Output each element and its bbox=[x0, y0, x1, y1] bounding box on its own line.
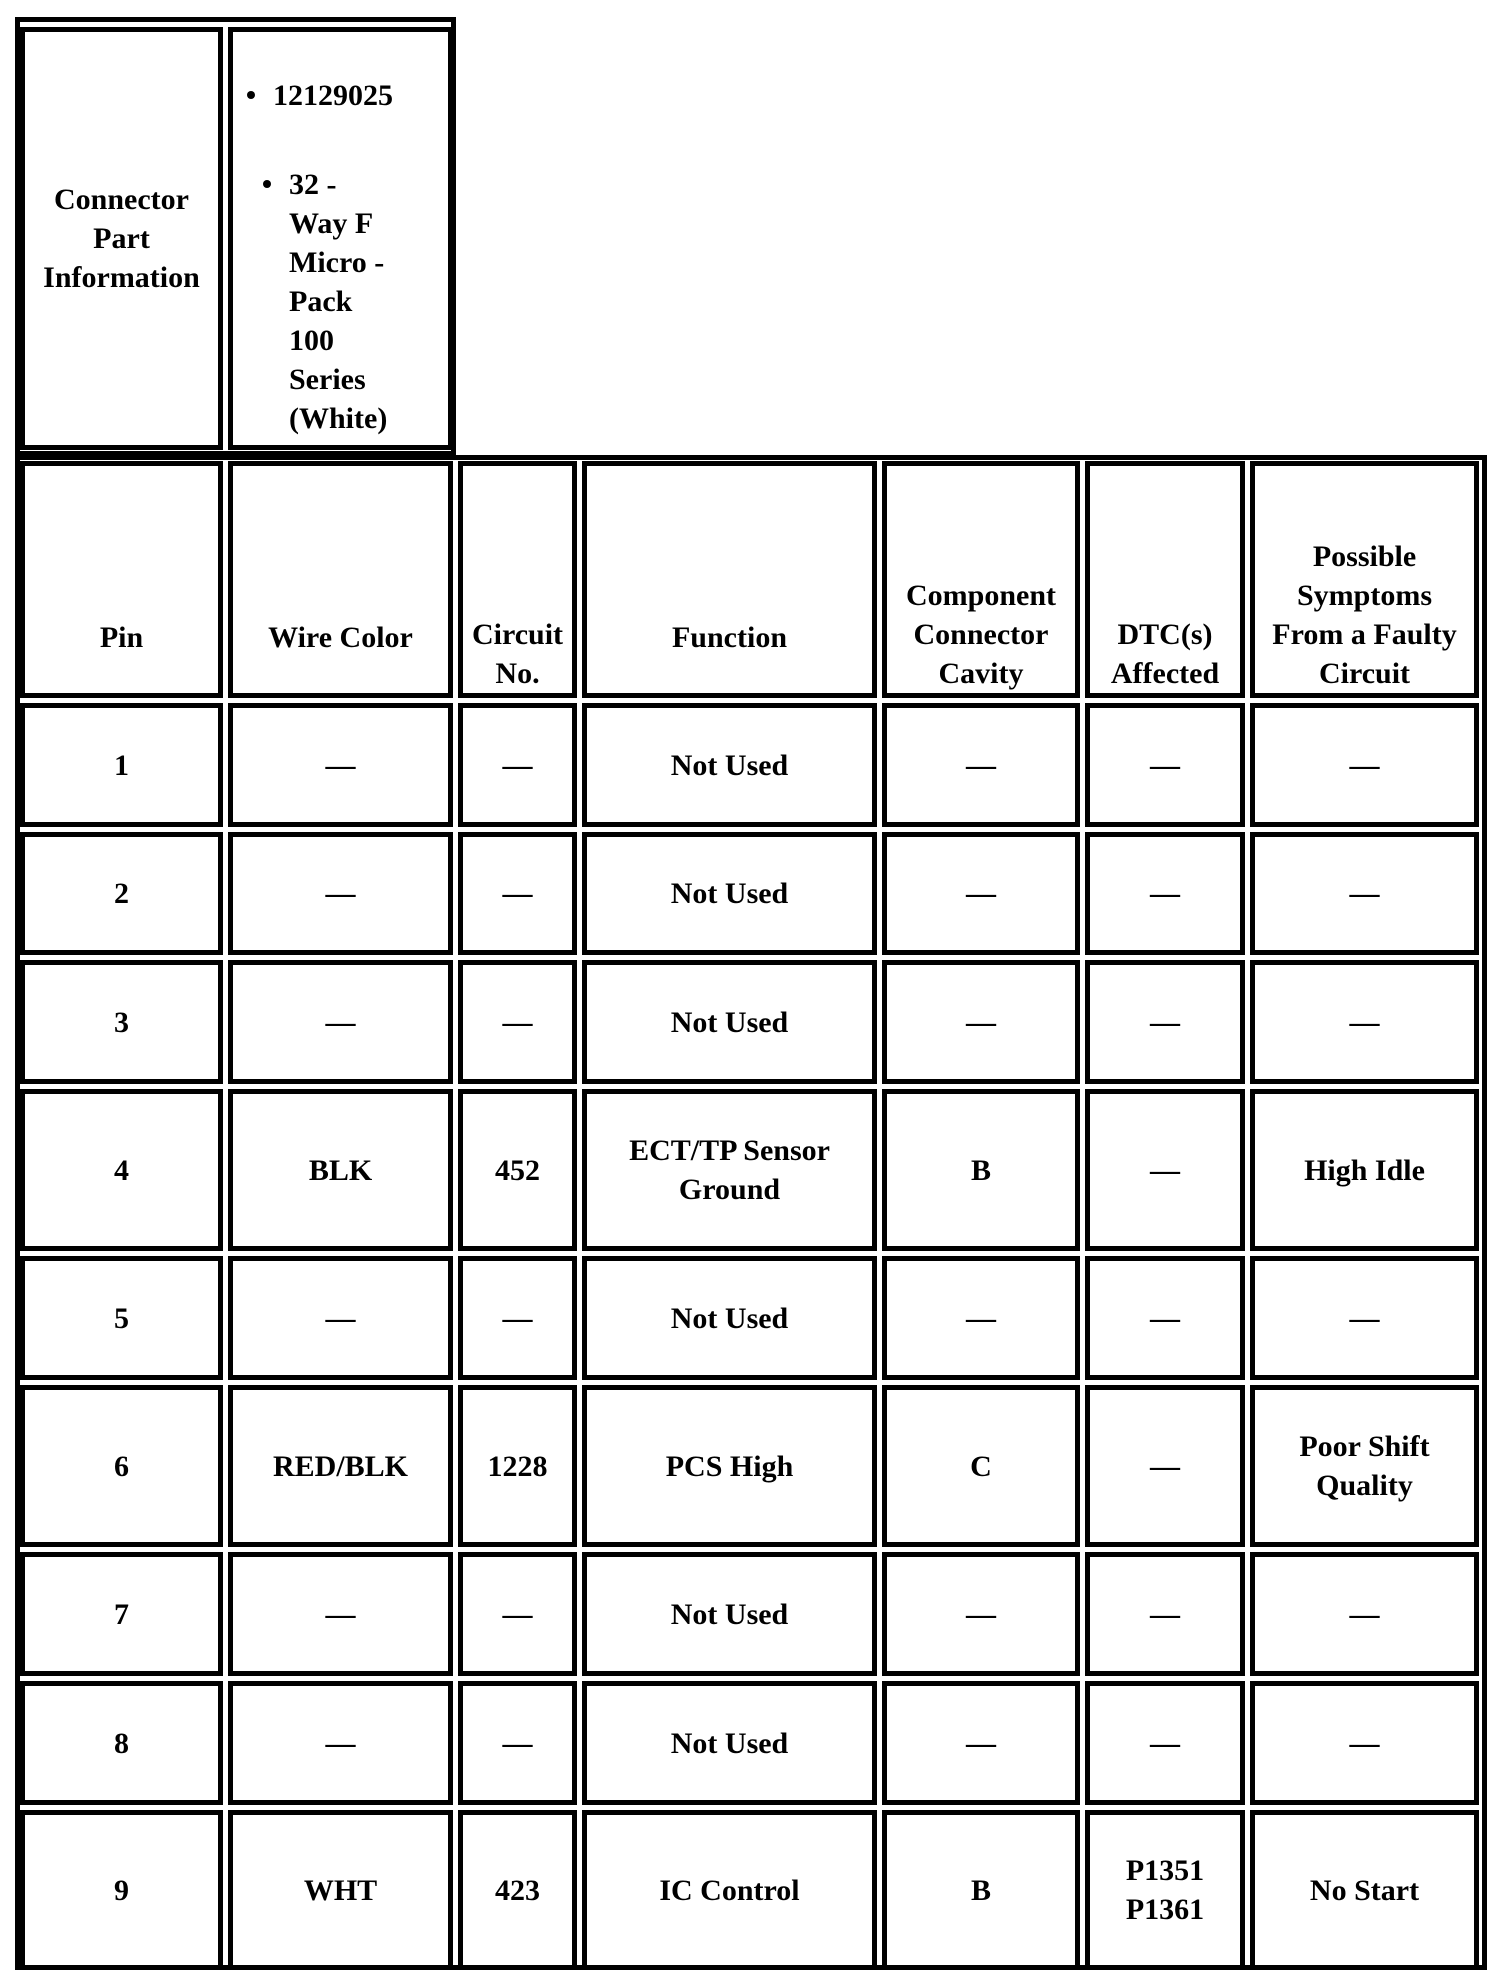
circuit-cell: — bbox=[458, 1681, 577, 1805]
symptom-cell: High Idle bbox=[1250, 1089, 1479, 1251]
wire-color-cell: — bbox=[228, 703, 453, 827]
dtc-cell: — bbox=[1085, 703, 1245, 827]
circuit-cell: — bbox=[458, 1256, 577, 1380]
pin-cell: 2 bbox=[20, 832, 223, 955]
wire-color-cell: BLK bbox=[228, 1089, 453, 1251]
pin-cell: 3 bbox=[20, 960, 223, 1084]
dtc-cell: — bbox=[1085, 832, 1245, 955]
header-symptoms: Possible Symptoms From a Faulty Circuit bbox=[1250, 461, 1479, 698]
dtc-cell: — bbox=[1085, 960, 1245, 1084]
cavity-cell: — bbox=[882, 1256, 1080, 1380]
dtc-cell: — bbox=[1085, 1089, 1245, 1251]
dtc-cell: P1351 P1361 bbox=[1085, 1810, 1245, 1970]
pin-cell: 5 bbox=[20, 1256, 223, 1380]
header-pin: Pin bbox=[20, 461, 223, 698]
wire-color-cell: — bbox=[228, 960, 453, 1084]
cavity-cell: C bbox=[882, 1385, 1080, 1547]
header-cavity: Component Connector Cavity bbox=[882, 461, 1080, 698]
pin-cell: 9 bbox=[20, 1810, 223, 1970]
function-cell: Not Used bbox=[582, 703, 877, 827]
part-number-item bbox=[247, 76, 401, 115]
cavity-cell: — bbox=[882, 703, 1080, 827]
wire-color-cell: WHT bbox=[228, 1810, 453, 1970]
function-cell: PCS High bbox=[582, 1385, 877, 1547]
cavity-cell: B bbox=[882, 1810, 1080, 1970]
header-function: Function bbox=[582, 461, 877, 698]
header-wire-color: Wire Color bbox=[228, 461, 453, 698]
function-cell: Not Used bbox=[582, 1681, 877, 1805]
pin-cell: 4 bbox=[20, 1089, 223, 1251]
bullet-icon bbox=[247, 91, 255, 99]
part-number: 12129025 bbox=[273, 79, 393, 112]
pin-cell: 8 bbox=[20, 1681, 223, 1805]
wire-color-cell: RED/BLK bbox=[228, 1385, 453, 1547]
function-cell: IC Control bbox=[582, 1810, 877, 1970]
function-cell: Not Used bbox=[582, 1552, 877, 1676]
function-cell: Not Used bbox=[582, 832, 877, 955]
symptom-cell: — bbox=[1250, 1681, 1479, 1805]
dtc-cell: — bbox=[1085, 1552, 1245, 1676]
cavity-cell: — bbox=[882, 960, 1080, 1084]
wire-color-cell: — bbox=[228, 1256, 453, 1380]
connector-type: 32 - Way F Micro - Pack 100 Series (White) bbox=[289, 168, 388, 435]
symptom-cell: Poor Shift Quality bbox=[1250, 1385, 1479, 1547]
wire-color-cell: — bbox=[228, 1681, 453, 1805]
cavity-cell: — bbox=[882, 1552, 1080, 1676]
dtc-cell: — bbox=[1085, 1256, 1245, 1380]
pin-cell: 7 bbox=[20, 1552, 223, 1676]
pin-cell: 1 bbox=[20, 703, 223, 827]
cavity-cell: — bbox=[882, 1681, 1080, 1805]
circuit-cell: 452 bbox=[458, 1089, 577, 1251]
symptom-cell: — bbox=[1250, 1256, 1479, 1380]
circuit-cell: — bbox=[458, 1552, 577, 1676]
symptom-cell: — bbox=[1250, 703, 1479, 827]
symptom-cell: — bbox=[1250, 960, 1479, 1084]
dtc-cell: — bbox=[1085, 1681, 1245, 1805]
function-cell: ECT/TP Sensor Ground bbox=[582, 1089, 877, 1251]
symptom-cell: No Start bbox=[1250, 1810, 1479, 1970]
connector-info-values bbox=[228, 27, 453, 450]
header-circuit: Circuit No. bbox=[458, 461, 577, 698]
dtc-cell: — bbox=[1085, 1385, 1245, 1547]
cavity-cell: B bbox=[882, 1089, 1080, 1251]
header-dtc: DTC(s) Affected bbox=[1085, 461, 1245, 698]
circuit-cell: — bbox=[458, 960, 577, 1084]
connector-info-label: Connector Part Information bbox=[20, 27, 223, 450]
circuit-cell: — bbox=[458, 703, 577, 827]
symptom-cell: — bbox=[1250, 832, 1479, 955]
function-cell: Not Used bbox=[582, 1256, 877, 1380]
wire-color-cell: — bbox=[228, 832, 453, 955]
bullet-icon bbox=[263, 180, 271, 188]
wire-color-cell: — bbox=[228, 1552, 453, 1676]
symptom-cell: — bbox=[1250, 1552, 1479, 1676]
circuit-cell: 1228 bbox=[458, 1385, 577, 1547]
circuit-cell: — bbox=[458, 832, 577, 955]
pin-cell: 6 bbox=[20, 1385, 223, 1547]
function-cell: Not Used bbox=[582, 960, 877, 1084]
cavity-cell: — bbox=[882, 832, 1080, 955]
connector-type-item bbox=[247, 165, 401, 438]
circuit-cell: 423 bbox=[458, 1810, 577, 1970]
